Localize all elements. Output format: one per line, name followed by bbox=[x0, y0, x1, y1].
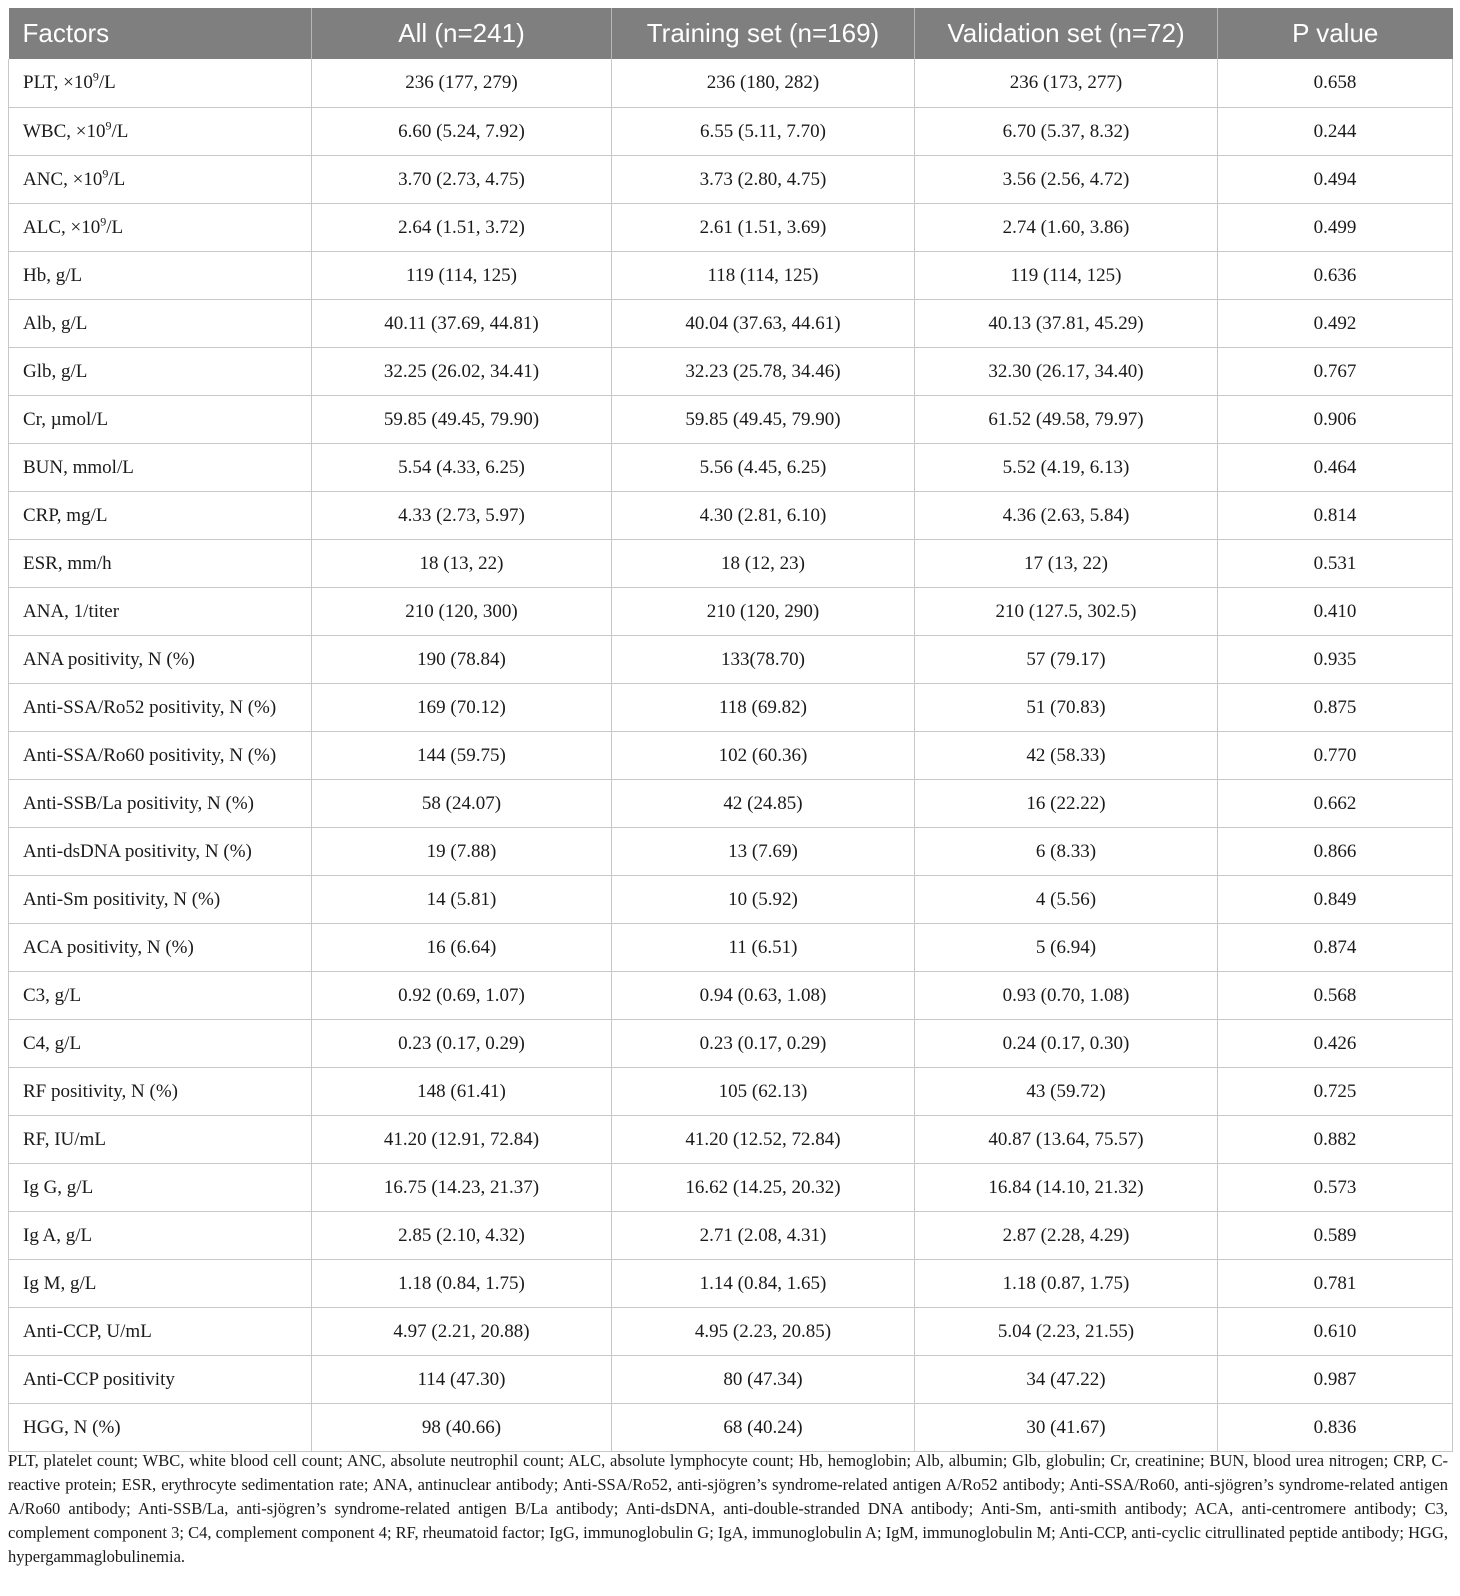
cell-training: 3.73 (2.80, 4.75) bbox=[612, 156, 915, 204]
factor-label: CRP, mg/L bbox=[23, 504, 108, 526]
cell-all: 4.33 (2.73, 5.97) bbox=[312, 492, 612, 540]
cell-training: 1.14 (0.84, 1.65) bbox=[612, 1260, 915, 1308]
cell-p-value: 0.935 bbox=[1218, 636, 1453, 684]
cell-validation: 40.87 (13.64, 75.57) bbox=[915, 1116, 1218, 1164]
cell-p-value: 0.589 bbox=[1218, 1212, 1453, 1260]
table-row bbox=[9, 444, 1453, 492]
table-row bbox=[9, 732, 1453, 780]
table-row bbox=[9, 876, 1453, 924]
cell-validation: 43 (59.72) bbox=[915, 1068, 1218, 1116]
header-p-value: P value bbox=[1218, 8, 1453, 59]
factor-label: HGG, N (%) bbox=[23, 1416, 121, 1438]
cell-training: 6.55 (5.11, 7.70) bbox=[612, 108, 915, 156]
cell-training: 41.20 (12.52, 72.84) bbox=[612, 1116, 915, 1164]
factor-unit: /L bbox=[106, 216, 124, 238]
cell-validation: 5 (6.94) bbox=[915, 924, 1218, 972]
cell-validation: 5.04 (2.23, 21.55) bbox=[915, 1308, 1218, 1356]
factor-label: Ig M, g/L bbox=[23, 1272, 97, 1294]
cell-validation: 2.74 (1.60, 3.86) bbox=[915, 204, 1218, 252]
cell-training: 210 (120, 290) bbox=[612, 588, 915, 636]
cell-factor bbox=[9, 732, 312, 780]
table-row bbox=[9, 300, 1453, 348]
table-row bbox=[9, 1020, 1453, 1068]
cell-factor bbox=[9, 444, 312, 492]
cell-training: 2.61 (1.51, 3.69) bbox=[612, 204, 915, 252]
table-row bbox=[9, 588, 1453, 636]
cell-training: 13 (7.69) bbox=[612, 828, 915, 876]
factor-label: ANA positivity, N (%) bbox=[23, 648, 195, 670]
cell-validation: 6.70 (5.37, 8.32) bbox=[915, 108, 1218, 156]
cell-p-value: 0.636 bbox=[1218, 252, 1453, 300]
cell-validation: 51 (70.83) bbox=[915, 684, 1218, 732]
cell-validation: 16.84 (14.10, 21.32) bbox=[915, 1164, 1218, 1212]
cell-all: 148 (61.41) bbox=[312, 1068, 612, 1116]
factor-exponent: 9 bbox=[105, 118, 112, 133]
cell-training: 0.94 (0.63, 1.08) bbox=[612, 972, 915, 1020]
cell-training: 10 (5.92) bbox=[612, 876, 915, 924]
cell-all: 16 (6.64) bbox=[312, 924, 612, 972]
cell-validation: 6 (8.33) bbox=[915, 828, 1218, 876]
cell-validation: 34 (47.22) bbox=[915, 1356, 1218, 1404]
cell-training: 40.04 (37.63, 44.61) bbox=[612, 300, 915, 348]
cell-factor bbox=[9, 1068, 312, 1116]
table-row bbox=[9, 684, 1453, 732]
table-row bbox=[9, 204, 1453, 252]
cell-validation: 61.52 (49.58, 79.97) bbox=[915, 396, 1218, 444]
cell-factor bbox=[9, 1404, 312, 1452]
factor-label: BUN, mmol/L bbox=[23, 456, 134, 478]
cell-training: 118 (69.82) bbox=[612, 684, 915, 732]
cell-training: 32.23 (25.78, 34.46) bbox=[612, 348, 915, 396]
table-row bbox=[9, 396, 1453, 444]
cell-factor bbox=[9, 348, 312, 396]
cell-factor bbox=[9, 1260, 312, 1308]
cell-training: 4.95 (2.23, 20.85) bbox=[612, 1308, 915, 1356]
cell-training: 16.62 (14.25, 20.32) bbox=[612, 1164, 915, 1212]
cell-all: 5.54 (4.33, 6.25) bbox=[312, 444, 612, 492]
cell-factor bbox=[9, 684, 312, 732]
cell-training: 59.85 (49.45, 79.90) bbox=[612, 396, 915, 444]
cell-validation: 42 (58.33) bbox=[915, 732, 1218, 780]
table-row bbox=[9, 156, 1453, 204]
cell-all: 3.70 (2.73, 4.75) bbox=[312, 156, 612, 204]
cell-all: 210 (120, 300) bbox=[312, 588, 612, 636]
factor-label: Hb, g/L bbox=[23, 264, 83, 286]
cell-validation: 5.52 (4.19, 6.13) bbox=[915, 444, 1218, 492]
table-row bbox=[9, 1308, 1453, 1356]
cell-p-value: 0.875 bbox=[1218, 684, 1453, 732]
cell-training: 0.23 (0.17, 0.29) bbox=[612, 1020, 915, 1068]
cell-p-value: 0.814 bbox=[1218, 492, 1453, 540]
cell-all: 144 (59.75) bbox=[312, 732, 612, 780]
factor-label: ANA, 1/titer bbox=[23, 600, 120, 622]
cell-p-value: 0.426 bbox=[1218, 1020, 1453, 1068]
table-row bbox=[9, 1164, 1453, 1212]
cell-p-value: 0.767 bbox=[1218, 348, 1453, 396]
cell-all: 169 (70.12) bbox=[312, 684, 612, 732]
cell-all: 58 (24.07) bbox=[312, 780, 612, 828]
factor-label: RF, IU/mL bbox=[23, 1128, 106, 1150]
table-row bbox=[9, 1260, 1453, 1308]
cell-validation: 2.87 (2.28, 4.29) bbox=[915, 1212, 1218, 1260]
cell-training: 105 (62.13) bbox=[612, 1068, 915, 1116]
cell-validation: 4 (5.56) bbox=[915, 876, 1218, 924]
factor-label: Anti-SSA/Ro60 positivity, N (%) bbox=[23, 744, 277, 766]
cell-p-value: 0.874 bbox=[1218, 924, 1453, 972]
header-training-set: Training set (n=169) bbox=[612, 8, 915, 59]
table-row bbox=[9, 924, 1453, 972]
cell-p-value: 0.610 bbox=[1218, 1308, 1453, 1356]
cell-all: 98 (40.66) bbox=[312, 1404, 612, 1452]
cell-factor bbox=[9, 1308, 312, 1356]
cell-factor bbox=[9, 204, 312, 252]
table-row bbox=[9, 828, 1453, 876]
factor-exponent: 9 bbox=[100, 214, 107, 229]
cell-factor bbox=[9, 1164, 312, 1212]
table-row bbox=[9, 492, 1453, 540]
cell-factor bbox=[9, 540, 312, 588]
cell-training: 4.30 (2.81, 6.10) bbox=[612, 492, 915, 540]
cell-all: 2.85 (2.10, 4.32) bbox=[312, 1212, 612, 1260]
cell-p-value: 0.781 bbox=[1218, 1260, 1453, 1308]
table-row bbox=[9, 1212, 1453, 1260]
cell-factor bbox=[9, 828, 312, 876]
cell-all: 6.60 (5.24, 7.92) bbox=[312, 108, 612, 156]
cell-factor bbox=[9, 1020, 312, 1068]
cell-training: 133(78.70) bbox=[612, 636, 915, 684]
cell-factor bbox=[9, 924, 312, 972]
factor-label: Anti-SSB/La positivity, N (%) bbox=[23, 792, 254, 814]
data-table bbox=[8, 8, 1453, 1452]
cell-p-value: 0.725 bbox=[1218, 1068, 1453, 1116]
table-row bbox=[9, 108, 1453, 156]
cell-p-value: 0.866 bbox=[1218, 828, 1453, 876]
cell-p-value: 0.499 bbox=[1218, 204, 1453, 252]
cell-p-value: 0.531 bbox=[1218, 540, 1453, 588]
cell-p-value: 0.658 bbox=[1218, 59, 1453, 108]
cell-factor bbox=[9, 1212, 312, 1260]
cell-factor bbox=[9, 300, 312, 348]
factor-label: RF positivity, N (%) bbox=[23, 1080, 178, 1102]
cell-all: 119 (114, 125) bbox=[312, 252, 612, 300]
cell-factor bbox=[9, 108, 312, 156]
cell-all: 0.23 (0.17, 0.29) bbox=[312, 1020, 612, 1068]
factor-label: Anti-Sm positivity, N (%) bbox=[23, 888, 221, 910]
cell-validation: 57 (79.17) bbox=[915, 636, 1218, 684]
table-footnote: PLT, platelet count; WBC, white blood cell count; ANC, absolute neutrophil count; ALC, absolute lymphocyte count; Hb, hemoglobin; Alb, albumin; Glb, globulin; Cr, creatinine; BUN, blood urea nitrogen; CRP, C-reactive protein; ESR, erythrocyte sedimentation rate; ANA, antinuclear antibody; Anti-SSA/Ro52, anti-sjögren’s syndrome-related antigen A/Ro52 antibody; Anti-SSA/Ro60, anti-sjögren’s syndrome-related antigen A/Ro60 antibody; Anti-SSB/La, anti-sjögren’s syndrome-related antigen B/La antibody; Anti-dsDNA, anti-double-stranded DNA antibody; Anti-Sm, anti-smith antibody; ACA, anti-centromere antibody; C3, complement component 3; C4, complement component 4; RF, rheumatoid factor; IgG, immunoglobulin G; IgA, immunoglobulin A; IgM, immunoglobulin M; Anti-CCP, anti-cyclic citrullinated peptide antibody; HGG, hypergammaglobulinemia. bbox=[8, 1451, 1448, 1566]
cell-p-value: 0.244 bbox=[1218, 108, 1453, 156]
cell-all: 14 (5.81) bbox=[312, 876, 612, 924]
cell-all: 0.92 (0.69, 1.07) bbox=[312, 972, 612, 1020]
cell-training: 42 (24.85) bbox=[612, 780, 915, 828]
cell-factor bbox=[9, 396, 312, 444]
cell-all: 40.11 (37.69, 44.81) bbox=[312, 300, 612, 348]
factor-label: ESR, mm/h bbox=[23, 552, 112, 574]
cell-all: 41.20 (12.91, 72.84) bbox=[312, 1116, 612, 1164]
table-row bbox=[9, 540, 1453, 588]
cell-all: 32.25 (26.02, 34.41) bbox=[312, 348, 612, 396]
cell-all: 236 (177, 279) bbox=[312, 59, 612, 108]
factor-label: C4, g/L bbox=[23, 1032, 82, 1054]
factor-label: Anti-CCP, U/mL bbox=[23, 1320, 152, 1342]
factor-unit: /L bbox=[98, 72, 116, 93]
factor-label: C3, g/L bbox=[23, 984, 82, 1006]
cell-validation: 0.93 (0.70, 1.08) bbox=[915, 972, 1218, 1020]
cell-training: 68 (40.24) bbox=[612, 1404, 915, 1452]
cell-training: 5.56 (4.45, 6.25) bbox=[612, 444, 915, 492]
cell-all: 1.18 (0.84, 1.75) bbox=[312, 1260, 612, 1308]
cell-all: 114 (47.30) bbox=[312, 1356, 612, 1404]
cell-p-value: 0.770 bbox=[1218, 732, 1453, 780]
cell-validation: 16 (22.22) bbox=[915, 780, 1218, 828]
data-table-container bbox=[8, 8, 1452, 1452]
cell-p-value: 0.906 bbox=[1218, 396, 1453, 444]
cell-training: 236 (180, 282) bbox=[612, 59, 915, 108]
factor-label: Ig G, g/L bbox=[23, 1176, 94, 1198]
table-row bbox=[9, 780, 1453, 828]
factor-label: Alb, g/L bbox=[23, 312, 88, 334]
factor-label: Anti-CCP positivity bbox=[23, 1368, 175, 1390]
factor-label: PLT, ×10 bbox=[23, 72, 93, 93]
cell-factor bbox=[9, 588, 312, 636]
cell-p-value: 0.849 bbox=[1218, 876, 1453, 924]
cell-validation: 1.18 (0.87, 1.75) bbox=[915, 1260, 1218, 1308]
cell-all: 2.64 (1.51, 3.72) bbox=[312, 204, 612, 252]
cell-factor bbox=[9, 492, 312, 540]
factor-label: ALC, ×10 bbox=[23, 216, 101, 238]
table-header bbox=[9, 8, 1453, 59]
header-row bbox=[9, 8, 1453, 59]
cell-factor bbox=[9, 972, 312, 1020]
table-body bbox=[9, 59, 1453, 1452]
table-row bbox=[9, 348, 1453, 396]
cell-p-value: 0.568 bbox=[1218, 972, 1453, 1020]
factor-label: Anti-dsDNA positivity, N (%) bbox=[23, 840, 252, 862]
table-row bbox=[9, 1356, 1453, 1404]
cell-p-value: 0.494 bbox=[1218, 156, 1453, 204]
cell-p-value: 0.987 bbox=[1218, 1356, 1453, 1404]
cell-factor bbox=[9, 59, 312, 108]
table-row bbox=[9, 252, 1453, 300]
cell-factor bbox=[9, 1356, 312, 1404]
cell-factor bbox=[9, 636, 312, 684]
cell-all: 16.75 (14.23, 21.37) bbox=[312, 1164, 612, 1212]
factor-exponent: 9 bbox=[102, 166, 109, 181]
cell-validation: 119 (114, 125) bbox=[915, 252, 1218, 300]
table-row bbox=[9, 1068, 1453, 1116]
cell-training: 2.71 (2.08, 4.31) bbox=[612, 1212, 915, 1260]
cell-p-value: 0.882 bbox=[1218, 1116, 1453, 1164]
factor-label: WBC, ×10 bbox=[23, 120, 106, 142]
cell-validation: 236 (173, 277) bbox=[915, 59, 1218, 108]
cell-p-value: 0.836 bbox=[1218, 1404, 1453, 1452]
cell-all: 190 (78.84) bbox=[312, 636, 612, 684]
factor-exponent: 9 bbox=[92, 69, 99, 84]
cell-factor bbox=[9, 156, 312, 204]
factor-label: Ig A, g/L bbox=[23, 1224, 93, 1246]
factor-label: Anti-SSA/Ro52 positivity, N (%) bbox=[23, 696, 277, 718]
cell-validation: 4.36 (2.63, 5.84) bbox=[915, 492, 1218, 540]
table-row bbox=[9, 59, 1453, 108]
cell-all: 4.97 (2.21, 20.88) bbox=[312, 1308, 612, 1356]
cell-factor bbox=[9, 1116, 312, 1164]
factor-unit: /L bbox=[111, 120, 129, 142]
table-row bbox=[9, 1116, 1453, 1164]
header-all: All (n=241) bbox=[312, 8, 612, 59]
cell-p-value: 0.662 bbox=[1218, 780, 1453, 828]
cell-validation: 17 (13, 22) bbox=[915, 540, 1218, 588]
cell-training: 80 (47.34) bbox=[612, 1356, 915, 1404]
factor-label: Cr, µmol/L bbox=[23, 408, 109, 430]
cell-p-value: 0.464 bbox=[1218, 444, 1453, 492]
header-validation-set: Validation set (n=72) bbox=[915, 8, 1218, 59]
cell-validation: 3.56 (2.56, 4.72) bbox=[915, 156, 1218, 204]
cell-all: 19 (7.88) bbox=[312, 828, 612, 876]
cell-training: 18 (12, 23) bbox=[612, 540, 915, 588]
cell-factor bbox=[9, 252, 312, 300]
cell-training: 118 (114, 125) bbox=[612, 252, 915, 300]
table-row bbox=[9, 1404, 1453, 1452]
cell-p-value: 0.573 bbox=[1218, 1164, 1453, 1212]
factor-unit: /L bbox=[108, 168, 126, 190]
cell-all: 18 (13, 22) bbox=[312, 540, 612, 588]
cell-validation: 210 (127.5, 302.5) bbox=[915, 588, 1218, 636]
cell-all: 59.85 (49.45, 79.90) bbox=[312, 396, 612, 444]
factor-label: ACA positivity, N (%) bbox=[23, 936, 194, 958]
cell-validation: 0.24 (0.17, 0.30) bbox=[915, 1020, 1218, 1068]
header-factors: Factors bbox=[9, 8, 312, 59]
factor-label: ANC, ×10 bbox=[23, 168, 103, 190]
cell-validation: 40.13 (37.81, 45.29) bbox=[915, 300, 1218, 348]
factor-label: Glb, g/L bbox=[23, 360, 88, 382]
cell-training: 102 (60.36) bbox=[612, 732, 915, 780]
table-row bbox=[9, 636, 1453, 684]
cell-training: 11 (6.51) bbox=[612, 924, 915, 972]
cell-factor bbox=[9, 876, 312, 924]
cell-validation: 32.30 (26.17, 34.40) bbox=[915, 348, 1218, 396]
table-row bbox=[9, 972, 1453, 1020]
cell-p-value: 0.492 bbox=[1218, 300, 1453, 348]
cell-factor bbox=[9, 780, 312, 828]
cell-p-value: 0.410 bbox=[1218, 588, 1453, 636]
cell-validation: 30 (41.67) bbox=[915, 1404, 1218, 1452]
